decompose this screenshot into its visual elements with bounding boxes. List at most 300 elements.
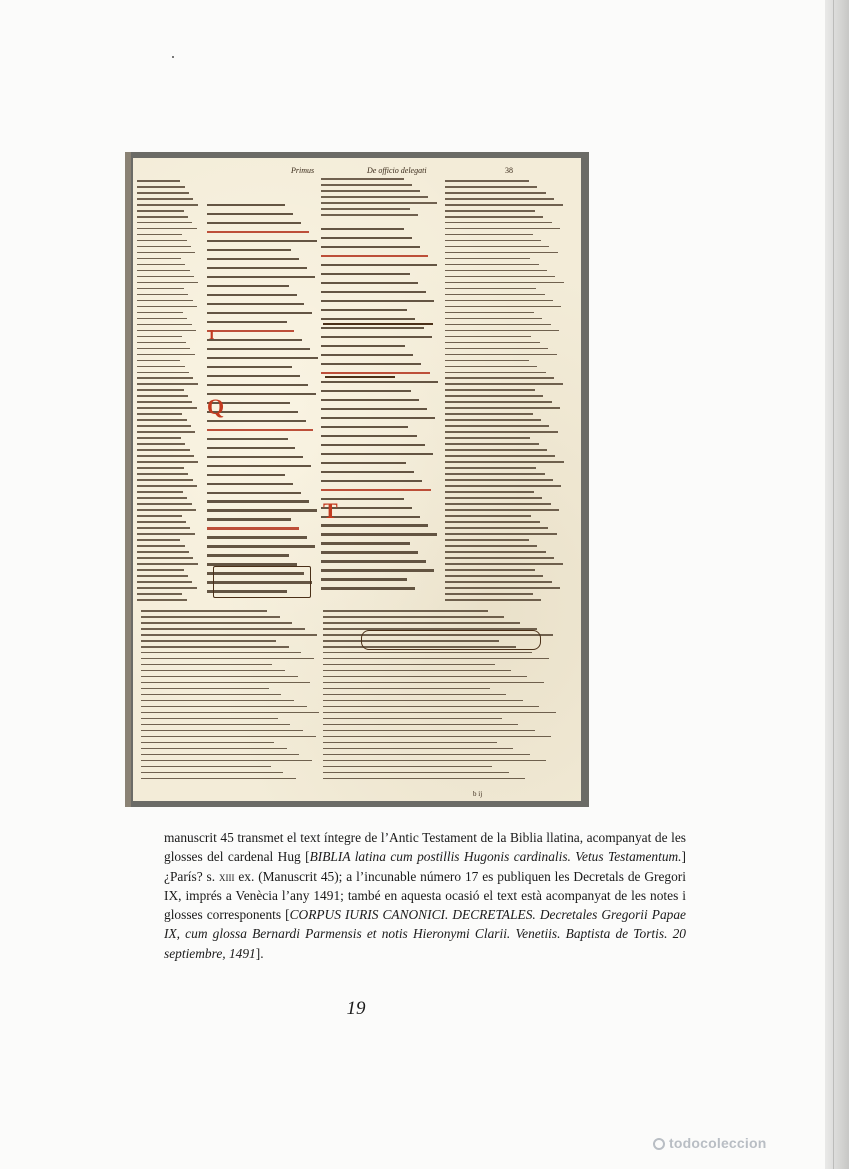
text-line — [445, 557, 554, 559]
text-line — [321, 300, 434, 302]
text-line — [137, 509, 196, 511]
text-line — [207, 509, 317, 511]
text-line — [137, 401, 192, 403]
handwritten-underline — [323, 323, 433, 325]
text-line — [321, 533, 437, 535]
text-line — [207, 204, 285, 206]
text-line — [445, 593, 533, 595]
text-line — [445, 455, 555, 457]
text-line — [137, 372, 189, 374]
text-line — [141, 742, 274, 744]
text-line — [445, 485, 561, 487]
text-line — [321, 542, 410, 544]
text-line — [137, 198, 193, 200]
gloss-bottom-left — [141, 610, 321, 788]
text-line — [207, 554, 289, 556]
text-line — [323, 724, 518, 726]
initial-t: T — [323, 498, 338, 523]
text-line — [445, 348, 548, 350]
text-line — [321, 190, 420, 192]
text-line — [141, 634, 317, 636]
text-line — [445, 234, 533, 236]
text-line — [321, 480, 422, 482]
text-line — [137, 425, 191, 427]
text-line — [321, 291, 426, 293]
text-line — [141, 778, 296, 780]
text-line — [137, 288, 184, 290]
text-line — [321, 327, 424, 329]
text-line — [445, 372, 546, 374]
gloss-column-left — [137, 180, 199, 610]
text-line — [321, 228, 404, 230]
text-line — [137, 599, 187, 601]
text-line — [445, 581, 552, 583]
text-line — [207, 527, 299, 529]
text-line — [207, 465, 311, 467]
text-line — [323, 682, 544, 684]
text-line — [445, 222, 552, 224]
text-line — [137, 539, 180, 541]
text-line — [141, 646, 289, 648]
text-line — [445, 509, 559, 511]
text-line — [137, 330, 196, 332]
text-line — [137, 569, 184, 571]
text-line — [323, 778, 525, 780]
text-line — [137, 413, 182, 415]
text-line — [445, 461, 564, 463]
text-line — [137, 270, 190, 272]
text-line — [137, 318, 187, 320]
text-line — [445, 270, 547, 272]
text-line — [137, 431, 195, 433]
text-line — [445, 282, 564, 284]
text-line — [137, 306, 197, 308]
text-line — [323, 670, 511, 672]
text-line — [137, 557, 193, 559]
text-line — [321, 184, 412, 186]
text-line — [137, 503, 192, 505]
text-line — [207, 438, 288, 440]
text-line — [207, 258, 299, 260]
text-line — [323, 616, 504, 618]
text-line — [137, 360, 180, 362]
text-line — [445, 449, 547, 451]
text-line — [445, 264, 539, 266]
text-line — [445, 497, 542, 499]
text-line — [445, 246, 549, 248]
text-line — [137, 527, 190, 529]
text-line — [321, 408, 427, 410]
text-line — [141, 718, 278, 720]
text-line — [321, 309, 407, 311]
text-line — [323, 706, 539, 708]
text-line — [137, 246, 191, 248]
text-line — [445, 216, 543, 218]
text-line — [445, 491, 534, 493]
manuscript-photo — [125, 152, 589, 807]
text-line — [445, 377, 554, 379]
text-line — [321, 426, 408, 428]
text-line — [141, 640, 276, 642]
text-line — [137, 455, 194, 457]
page-number: 19 — [346, 998, 366, 1019]
text-line — [445, 407, 560, 409]
text-line — [445, 503, 551, 505]
text-line — [321, 214, 418, 216]
text-line — [445, 204, 563, 206]
text-line — [445, 587, 560, 589]
running-header-left: Primus — [291, 166, 315, 175]
text-line — [445, 563, 563, 565]
text-line — [445, 192, 546, 194]
text-line — [137, 210, 184, 212]
text-line — [137, 449, 190, 451]
text-line — [323, 610, 488, 612]
watermark-icon — [653, 1138, 665, 1150]
text-line — [137, 575, 188, 577]
text-line — [321, 551, 418, 553]
text-column-right — [321, 228, 439, 604]
text-line — [137, 377, 193, 379]
text-line — [207, 231, 309, 233]
text-line — [321, 202, 437, 204]
text-line — [207, 276, 315, 278]
incunable-leaf — [133, 158, 581, 801]
text-line — [207, 240, 317, 242]
text-line — [445, 186, 537, 188]
text-line — [207, 249, 291, 251]
text-line — [321, 237, 412, 239]
speck — [172, 56, 174, 58]
text-line — [445, 383, 563, 385]
text-line — [321, 196, 428, 198]
text-line — [321, 354, 413, 356]
text-line — [445, 324, 551, 326]
text-line — [137, 258, 181, 260]
text-line — [207, 536, 307, 538]
text-line — [445, 467, 536, 469]
text-line — [323, 730, 535, 732]
text-line — [321, 381, 438, 383]
text-line — [137, 324, 192, 326]
text-line — [137, 551, 189, 553]
initial-q: Q — [207, 394, 225, 419]
text-line — [207, 545, 315, 547]
text-line — [323, 766, 492, 768]
text-line — [141, 724, 290, 726]
folio-number: 38 — [505, 166, 513, 175]
text-line — [445, 533, 557, 535]
text-line — [323, 718, 502, 720]
text-line — [445, 437, 530, 439]
text-line — [323, 694, 506, 696]
text-line — [321, 345, 405, 347]
text-line — [445, 443, 539, 445]
text-line — [321, 417, 435, 419]
text-line — [445, 294, 545, 296]
text-line — [137, 521, 186, 523]
text-line — [137, 593, 182, 595]
text-line — [323, 748, 513, 750]
text-line — [207, 384, 308, 386]
text-line — [137, 443, 185, 445]
text-line — [207, 357, 318, 359]
text-line — [137, 192, 189, 194]
text-line — [141, 730, 303, 732]
text-line — [445, 354, 557, 356]
text-line — [207, 518, 291, 520]
text-line — [137, 342, 186, 344]
text-line — [137, 533, 195, 535]
text-line — [321, 363, 421, 365]
text-line — [323, 652, 532, 654]
text-line — [321, 282, 418, 284]
text-line — [207, 447, 295, 449]
text-line — [207, 312, 312, 314]
text-line — [137, 587, 197, 589]
text-line — [321, 453, 433, 455]
text-line — [137, 234, 182, 236]
text-line — [321, 560, 426, 562]
text-line — [445, 318, 542, 320]
text-line — [323, 676, 527, 678]
text-line — [137, 276, 194, 278]
text-line — [445, 342, 540, 344]
handwritten-box — [213, 566, 311, 598]
text-line — [207, 492, 301, 494]
text-line — [141, 658, 314, 660]
text-line — [141, 700, 294, 702]
text-line — [137, 461, 198, 463]
text-line — [323, 700, 523, 702]
text-line — [207, 456, 303, 458]
text-line — [207, 213, 293, 215]
text-line — [445, 228, 560, 230]
text-line — [141, 622, 292, 624]
text-line — [321, 489, 431, 491]
text-line — [207, 500, 309, 502]
text-line — [323, 772, 509, 774]
text-line — [141, 676, 298, 678]
text-line — [137, 216, 188, 218]
text-line — [321, 524, 428, 526]
text-line — [445, 336, 531, 338]
handwritten-underline — [325, 376, 395, 378]
text-line — [141, 736, 316, 738]
text-line — [323, 754, 530, 756]
text-line — [321, 264, 437, 266]
text-line — [141, 706, 307, 708]
text-line — [321, 318, 415, 320]
text-line — [137, 204, 198, 206]
text-line — [445, 545, 537, 547]
text-line — [445, 515, 531, 517]
text-line — [137, 545, 185, 547]
text-line — [445, 599, 541, 601]
text-line — [207, 429, 313, 431]
text-line — [321, 587, 415, 589]
watermark: todocoleccion — [653, 1135, 767, 1151]
body-text: manuscrit 45 transmet el text íntegre de l’Antic Testament de la Biblia llatina, acompanyat de les glosses del cardenal Hug [BIBLIA latina cum postillis Hugonis cardinalis. Vetus Testamentum.] ¿París? s. xiii ex. (Manuscrit 45); a l’incunable número 17 es publiquen les Decretals de Gregori IX, imprés a Venècia l’any 1491; també en aquesta ocasió el text està acompanyat de les notes i glosses corresponents [CORPUS IURIS CANONICI. DECRETALES. Decretales Gregorii Papae IX, cum glossa Bernardi Parmensis et notis Hieronymi Clarii. Venetiis. Baptista de Tortis. 20 septiembre, 1491]. — [164, 830, 686, 961]
text-line — [445, 312, 534, 314]
text-line — [445, 330, 559, 332]
text-line — [321, 435, 417, 437]
text-line — [141, 694, 281, 696]
text-line — [445, 258, 530, 260]
text-line — [141, 748, 287, 750]
handwritten-bracket — [361, 630, 541, 650]
text-line — [207, 267, 307, 269]
text-line — [445, 198, 554, 200]
text-line — [141, 664, 272, 666]
text-line — [323, 736, 551, 738]
text-line — [137, 479, 193, 481]
text-line — [445, 180, 529, 182]
text-line — [321, 372, 430, 374]
initial-i: I — [209, 328, 215, 343]
text-line — [137, 467, 184, 469]
text-line — [321, 255, 428, 257]
text-line — [141, 670, 285, 672]
text-line — [137, 366, 185, 368]
text-line — [321, 569, 434, 571]
text-line — [137, 240, 187, 242]
text-line — [137, 312, 183, 314]
text-line — [445, 360, 529, 362]
text-line — [137, 497, 187, 499]
text-line — [137, 383, 198, 385]
text-line — [445, 389, 535, 391]
text-line — [207, 483, 293, 485]
text-line — [445, 431, 558, 433]
text-line — [137, 485, 197, 487]
signature-mark: b ij — [473, 790, 483, 798]
text-line — [207, 321, 287, 323]
text-line — [445, 366, 537, 368]
text-line — [141, 766, 271, 768]
text-line — [137, 228, 197, 230]
text-line — [445, 395, 543, 397]
gloss-column-right — [445, 180, 565, 610]
text-line — [321, 390, 411, 392]
text-line — [141, 772, 283, 774]
text-line — [137, 252, 195, 254]
text-line — [141, 760, 312, 762]
text-line — [207, 294, 297, 296]
text-line — [321, 273, 410, 275]
text-line — [207, 303, 304, 305]
text-line — [323, 622, 520, 624]
text-line — [445, 539, 529, 541]
text-line — [207, 330, 294, 332]
text-line — [445, 575, 543, 577]
text-line — [137, 395, 188, 397]
text-line — [207, 375, 300, 377]
text-line — [445, 240, 541, 242]
text-line — [137, 294, 188, 296]
text-line — [141, 712, 319, 714]
text-line — [445, 521, 540, 523]
text-line — [207, 474, 285, 476]
text-line — [137, 348, 190, 350]
text-line — [445, 276, 555, 278]
gloss-top — [321, 178, 439, 222]
text-line — [137, 282, 198, 284]
text-line — [321, 246, 420, 248]
text-line — [321, 444, 425, 446]
text-line — [137, 336, 182, 338]
text-line — [207, 285, 289, 287]
text-line — [323, 658, 549, 660]
text-line — [445, 419, 541, 421]
text-line — [323, 760, 546, 762]
text-line — [445, 413, 533, 415]
text-line — [137, 180, 180, 182]
text-line — [445, 569, 535, 571]
page-edge — [825, 0, 849, 1169]
text-line — [137, 581, 192, 583]
text-line — [137, 300, 193, 302]
text-line — [207, 348, 310, 350]
text-line — [445, 306, 561, 308]
text-line — [137, 389, 184, 391]
running-header-right: De officio delegati — [367, 166, 427, 175]
text-line — [321, 399, 419, 401]
text-line — [137, 222, 192, 224]
text-line — [445, 288, 536, 290]
text-line — [445, 527, 548, 529]
text-line — [445, 210, 535, 212]
text-line — [445, 300, 553, 302]
text-line — [445, 479, 553, 481]
text-line — [141, 610, 267, 612]
text-line — [141, 652, 301, 654]
text-line — [207, 339, 302, 341]
text-line — [321, 578, 407, 580]
text-line — [445, 401, 552, 403]
text-line — [207, 222, 301, 224]
text-line — [141, 688, 269, 690]
text-line — [323, 742, 497, 744]
text-line — [141, 628, 305, 630]
text-line — [207, 366, 292, 368]
text-line — [445, 551, 546, 553]
text-line — [323, 664, 495, 666]
text-line — [137, 419, 187, 421]
text-line — [323, 712, 556, 714]
text-line — [321, 208, 410, 210]
text-line — [137, 491, 183, 493]
text-line — [445, 473, 545, 475]
text-line — [321, 178, 404, 180]
text-line — [323, 688, 490, 690]
text-line — [137, 473, 188, 475]
text-line — [141, 682, 310, 684]
text-line — [137, 354, 195, 356]
text-line — [137, 264, 185, 266]
text-line — [137, 437, 181, 439]
text-line — [321, 336, 432, 338]
text-line — [445, 252, 558, 254]
text-line — [137, 515, 182, 517]
text-line — [137, 563, 198, 565]
text-line — [137, 407, 197, 409]
text-line — [321, 462, 406, 464]
text-line — [445, 425, 549, 427]
text-line — [141, 616, 280, 618]
text-line — [137, 186, 185, 188]
text-line — [141, 754, 299, 756]
